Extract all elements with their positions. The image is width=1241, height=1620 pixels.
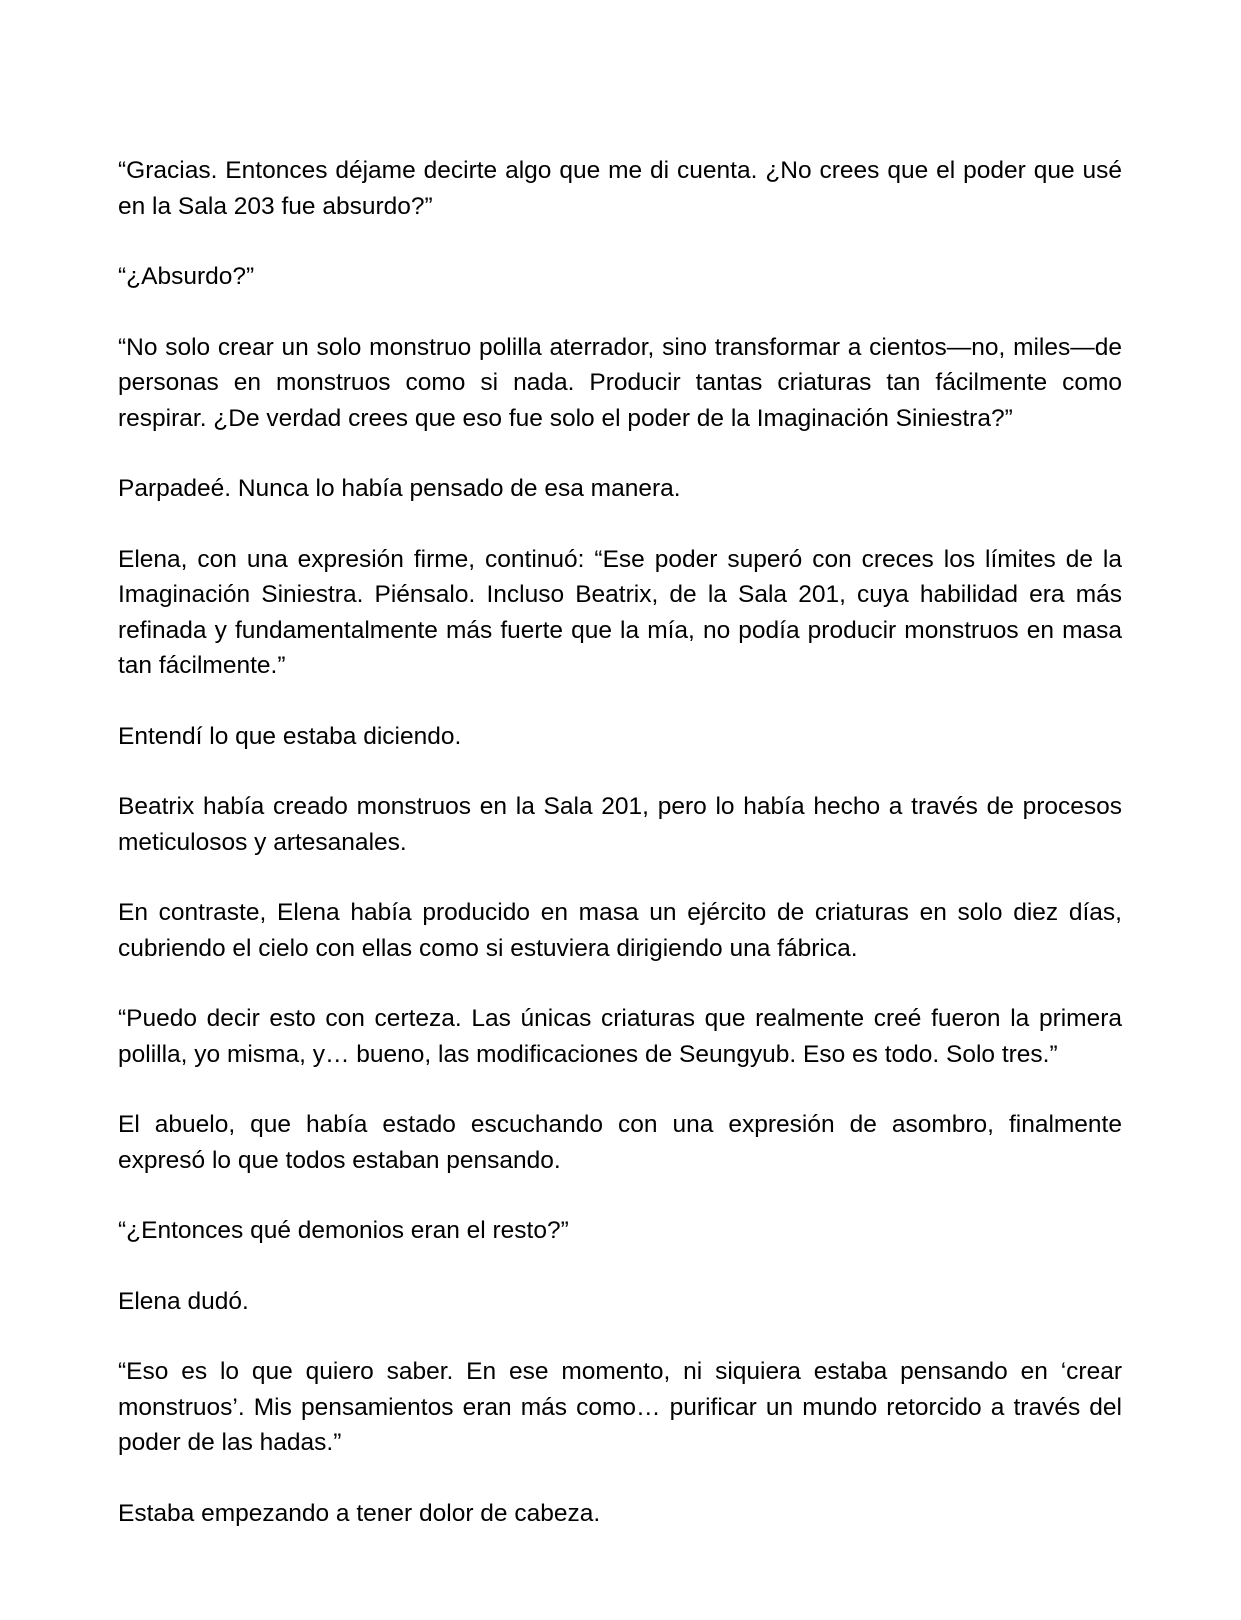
paragraph-8: En contraste, Elena había producido en masa un ejército de criaturas en solo diez días, cubriendo el cielo con ellas como si estuviera dirigiendo una fábrica. <box>118 899 1122 962</box>
paragraph-2: “¿Absurdo?” <box>118 263 255 290</box>
paragraph-3: “No solo crear un solo monstruo polilla aterrador, sino transformar a cientos—no, miles—de personas en monstruos como si nada. Producir tantas criaturas tan fácilmente como respirar. ¿De verdad crees que eso fue solo el poder de la Imaginación Siniestra?” <box>118 333 1122 432</box>
paragraph-9: “Puedo decir esto con certeza. Las únicas criaturas que realmente creé fueron la primera polilla, yo misma, y… bueno, las modificaciones de Seungyub. Eso es todo. Solo tres.” <box>118 1005 1122 1068</box>
body-text <box>118 153 1122 1531</box>
paragraph-10: El abuelo, que había estado escuchando con una expresión de asombro, finalmente expresó lo que todos estaban pensando. <box>118 1111 1122 1174</box>
paragraph-11: “¿Entonces qué demonios eran el resto?” <box>118 1217 569 1244</box>
paragraph-1: “Gracias. Entonces déjame decirte algo que me di cuenta. ¿No crees que el poder que usé en la Sala 203 fue absurdo?” <box>118 157 1122 220</box>
paragraph-14: Estaba empezando a tener dolor de cabeza. <box>118 1499 601 1527</box>
paragraph-13: “Eso es lo que quiero saber. En ese momento, ni siquiera estaba pensando en ‘crear monstruos’. Mis pensamientos eran más como… purificar un mundo retorcido a través del poder de las hadas.” <box>118 1358 1122 1456</box>
paragraph-7: Beatrix había creado monstruos en la Sala 201, pero lo había hecho a través de procesos meticulosos y artesanales. <box>118 793 1122 856</box>
paragraph-5: Elena, con una expresión firme, continuó: “Ese poder superó con creces los límites de la Imaginación Siniestra. Piénsalo. Incluso Beatrix, de la Sala 201, cuya habilidad era más refinada y fundamentalmente más fuerte que la mía, no podía producir monstruos en masa tan fácilmente.” <box>118 545 1122 679</box>
paragraph-4: Parpadeé. Nunca lo había pensado de esa manera. <box>118 475 681 502</box>
paragraph-6: Entendí lo que estaba diciendo. <box>118 722 462 750</box>
paragraph-12: Elena dudó. <box>118 1287 249 1315</box>
